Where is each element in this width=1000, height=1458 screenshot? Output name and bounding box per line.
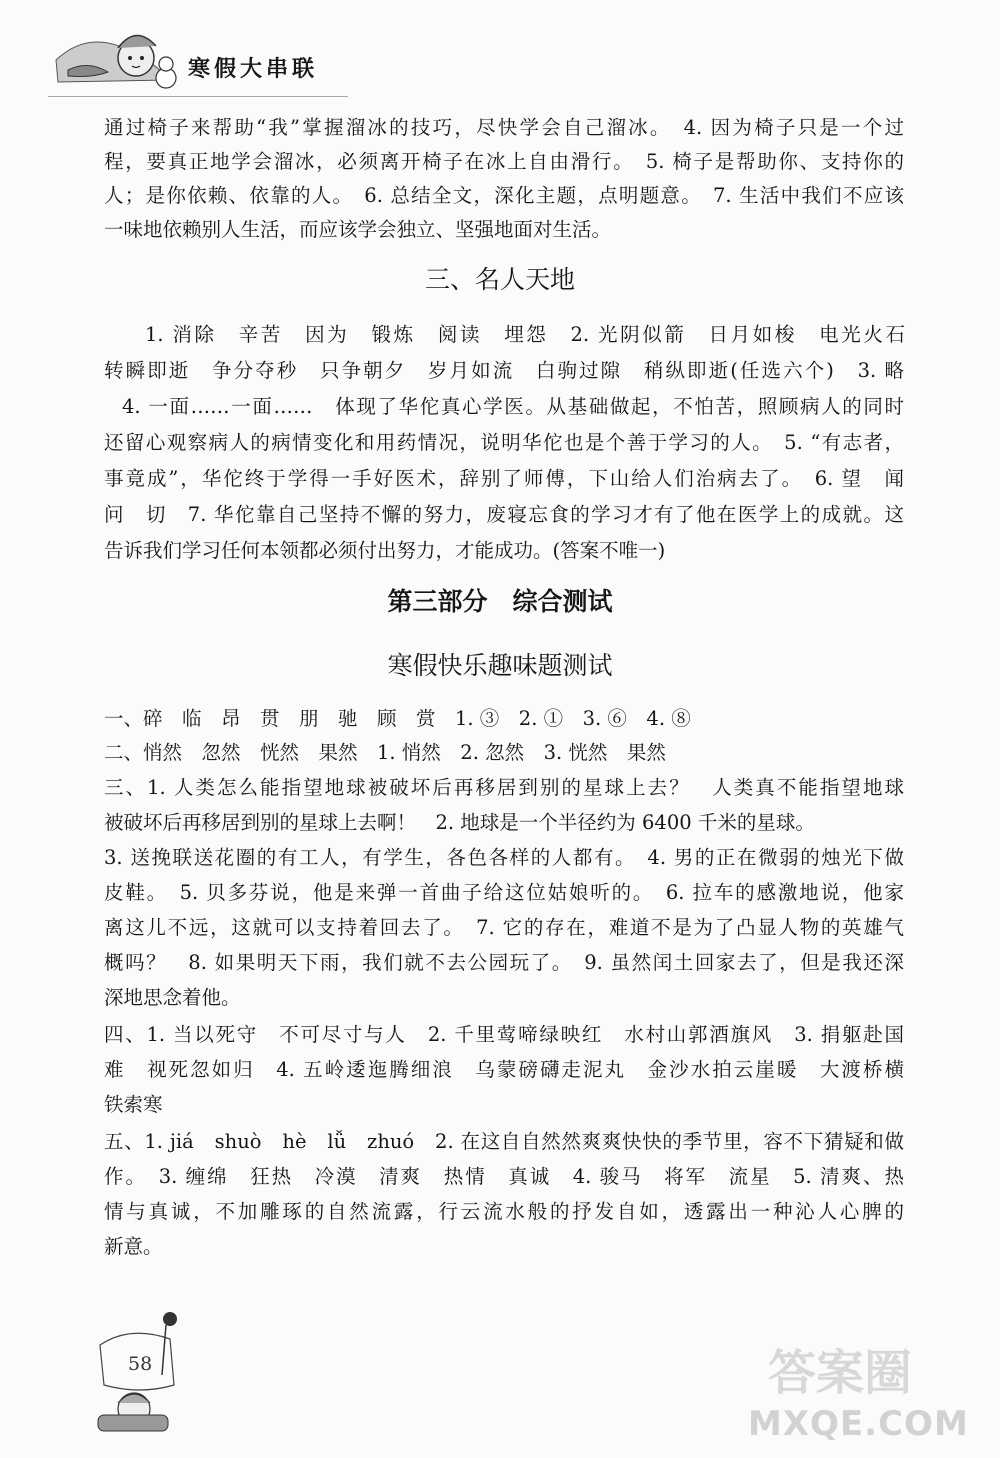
text-line: 一味地依赖别人生活，而应该学会独立、坚强地面对生活。 (104, 218, 612, 241)
text-line: 作。 3. 缠绵 狂热 冷漠 清爽 热情 真诚 4. 骏马 将军 流星 5. 清爽、热 (104, 1165, 904, 1188)
text-line: 四、1. 当以死守 不可尽寸与人 2. 千里莺啼绿映红 水村山郭酒旗风 3. 捐躯赴国 (104, 1023, 904, 1046)
child-with-snowman-illustration (48, 20, 188, 96)
text-line: 情与真诚，不加雕琢的自然流露，行云流水般的抒发自如，透露出一种沁人心脾的 (104, 1200, 904, 1223)
text-line: 难 视死忽如归 4. 五岭逶迤腾细浪 乌蒙磅礴走泥丸 金沙水拍云崖暖 大渡桥横 (104, 1058, 904, 1081)
text-line: 离这儿不远，这就可以支持着回去了。 7. 它的存在，难道不是为了凸显人物的英雄气 (104, 916, 904, 939)
text-line: 通过椅子来帮助“我”掌握溜冰的技巧，尽快学会自己溜冰。 4. 因为椅子只是一个过 (104, 116, 904, 139)
text-line: 1. 消除 辛苦 因为 锻炼 阅读 埋怨 2. 光阴似箭 日月如梭 电光火石 (145, 323, 905, 346)
text-line: 新意。 (104, 1235, 163, 1258)
book-series-title: 寒假大串联 (188, 56, 319, 82)
page-number-decoration (90, 1305, 200, 1435)
text-line: 人；是你依赖、依靠的人。 6. 总结全文，深化主题，点明题意。 7. 生活中我们不应该 (104, 184, 904, 207)
text-line: 铁索寒 (104, 1093, 163, 1116)
text-line: 深地思念着他。 (104, 986, 241, 1009)
test-heading: 寒假快乐趣味题测试 (387, 651, 613, 680)
text-line: 告诉我们学习任何本领都必须付出努力，才能成功。(答案不唯一) (104, 539, 666, 562)
watermark-url: MXQE.COM (748, 1404, 969, 1444)
page-header (48, 20, 368, 100)
header-divider (48, 96, 348, 97)
text-line: 3. 送挽联送花圈的有工人，有学生，各色各样的人都有。 4. 男的正在微弱的烛光下做 (104, 846, 904, 869)
text-line: 五、1. jiá shuò hè lǚ zhuó 2. 在这自自然然爽爽快快的季节里，容不下猜疑和做 (104, 1130, 904, 1153)
text-line: 转瞬即逝 争分夺秒 只争朝夕 岁月如流 白驹过隙 稍纵即逝(任选六个) 3. 略 (104, 359, 904, 382)
text-line: 三、1. 人类怎么能指望地球被破坏后再移居到别的星球上去？ 人类真不能指望地球 (104, 776, 904, 799)
section-heading: 三、名人天地 (424, 265, 575, 294)
text-line: 事竟成”，华佗终于学得一手好医术，辞别了师傅，下山给人们治病去了。 6. 望 闻 (104, 467, 904, 490)
text-line: 4. 一面……一面…… 体现了华佗真心学医。从基础做起，不怕苦，照顾病人的同时 (122, 395, 904, 418)
text-line: 被破坏后再移居到别的星球上去啊！ 2. 地球是一个半径约为 6400 千米的星球。 (104, 811, 815, 834)
text-line: 概吗？ 8. 如果明天下雨，我们就不去公园玩了。 9. 虽然闰土回家去了，但是我还深 (104, 951, 904, 974)
part-heading: 第三部分 综合测试 (387, 587, 613, 616)
page-number: 58 (128, 1353, 153, 1375)
text-line: 问 切 7. 华佗靠自己坚持不懈的努力，废寝忘食的学习才有了他在医学上的成就。这 (104, 503, 904, 526)
text-line: 一、碎 临 昂 贯 朋 驰 顾 赏 1. ③ 2. ① 3. ⑥ 4. ⑧ (104, 707, 691, 730)
text-line: 程，要真正地学会溜冰，必须离开椅子在冰上自由滑行。 5. 椅子是帮助你、支持你的 (104, 150, 904, 173)
text-line: 皮鞋。 5. 贝多芬说，他是来弹一首曲子给这位姑娘听的。 6. 拉车的感激地说，他家 (104, 881, 904, 904)
watermark-logo: 答案圈 (768, 1345, 913, 1401)
watermark (748, 1334, 978, 1444)
text-line: 二、悄然 忽然 恍然 果然 1. 悄然 2. 忽然 3. 恍然 果然 (104, 741, 666, 764)
text-line: 还留心观察病人的病情变化和用药情况，说明华佗也是个善于学习的人。 5. “有志者， (104, 431, 904, 454)
